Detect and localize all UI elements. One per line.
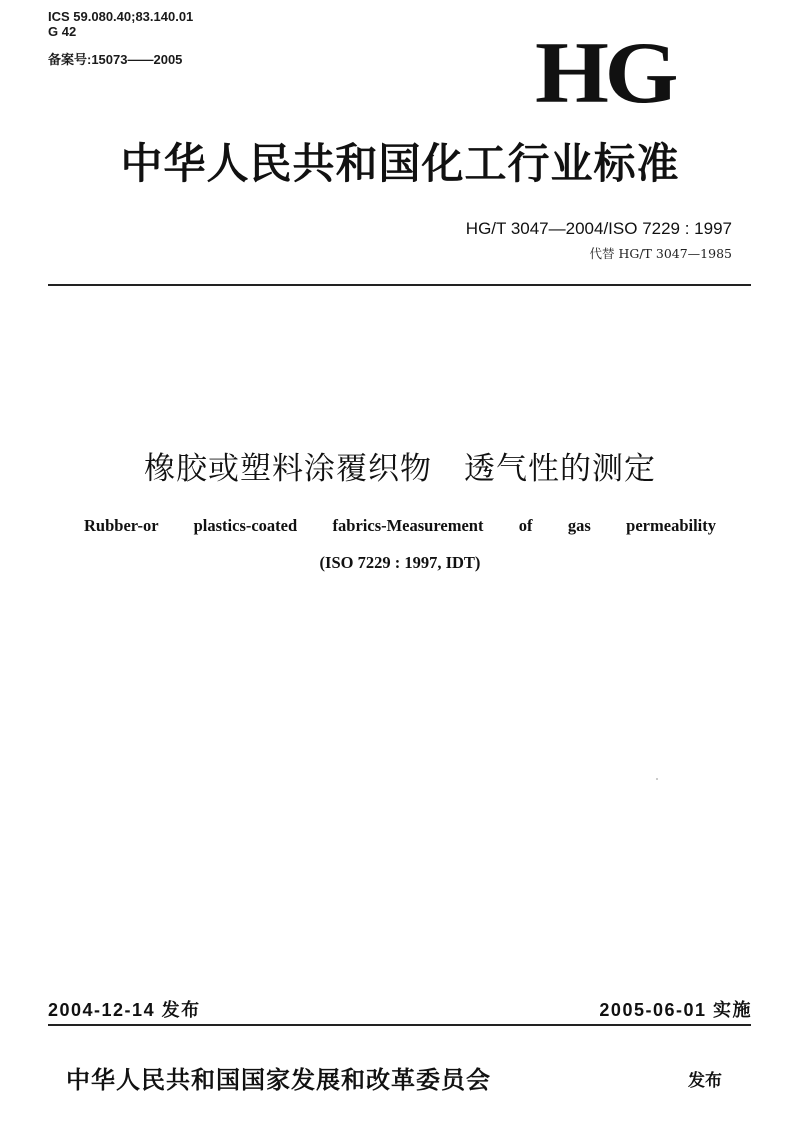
record-number: 备案号:15073——2005 [48, 52, 183, 67]
speck [656, 778, 658, 780]
standard-number: HG/T 3047—2004/ISO 7229 : 1997 [465, 219, 732, 238]
title-english: Rubber-or plastics-coated fabrics-Measurement of gas permeability [84, 516, 716, 535]
issue-date: 2004-12-14 发布 [48, 1000, 201, 1020]
replaces-standard: 代替 HG/T 3047—1985 [589, 246, 732, 261]
issuer-suffix: 发布 [688, 1071, 722, 1091]
bottom-divider [48, 1024, 751, 1026]
hg-logo: HG [535, 25, 675, 122]
org-title: 中华人民共和国化工行业标准 [120, 139, 680, 188]
classification-code: G 42 [48, 24, 77, 39]
issuer-name: 中华人民共和国国家发展和改革委员会 [66, 1065, 491, 1094]
top-divider [48, 284, 751, 286]
ics-code: ICS 59.080.40;83.140.01 [48, 9, 194, 24]
title-chinese: 橡胶或塑料涂覆织物 透气性的测定 [144, 451, 656, 487]
title-iso-reference: (ISO 7229 : 1997, IDT) [319, 553, 481, 572]
implementation-date: 2005-06-01 实施 [599, 1000, 752, 1020]
